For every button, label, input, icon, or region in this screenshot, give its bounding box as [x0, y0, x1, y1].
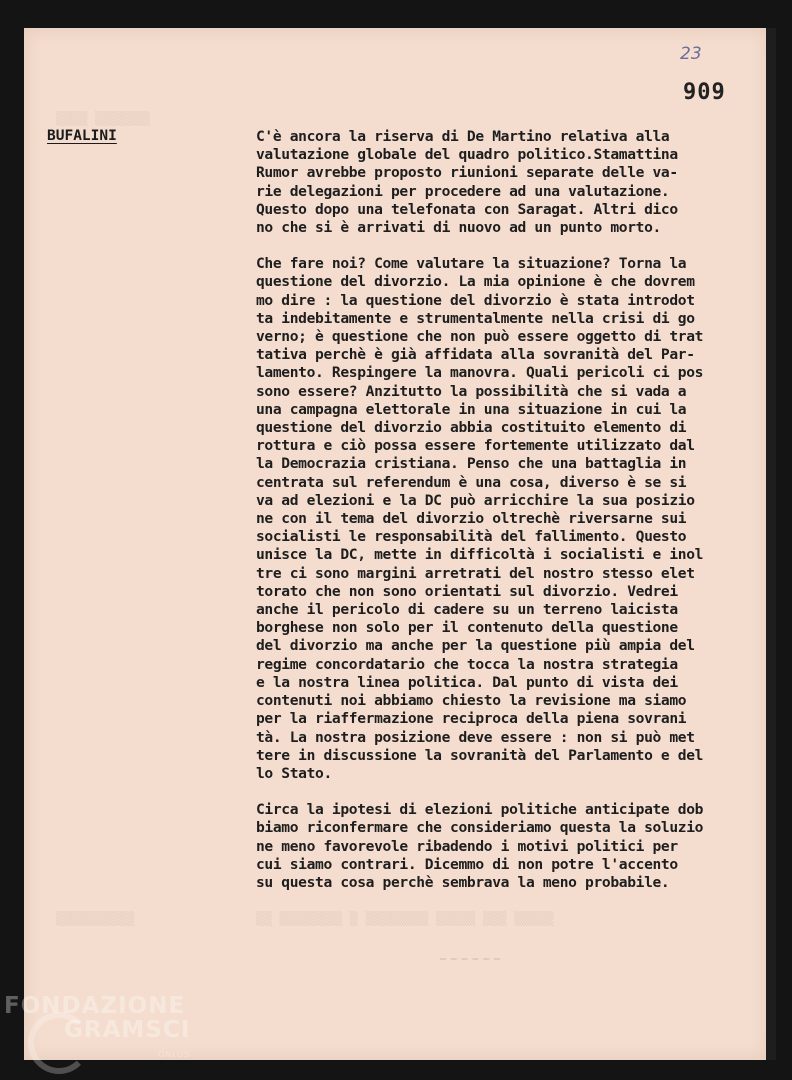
watermark [4, 994, 190, 1042]
speaker-name: BUFALINI [47, 128, 117, 144]
watermark-line1: FONDAZIONE [4, 993, 186, 1019]
archive-number: 23 [680, 44, 702, 64]
paragraph-3: Circa la ipotesi di elezioni politiche anticipate dob biamo riconfermare che consideriamo questa la soluzio ne meno favorevole ribadendo i motivi politici per cui siamo contrari. Dicemmo di non potre l'accento su questa cosa perchè sembrava la meno probabile. [256, 801, 704, 891]
speech-body [256, 128, 756, 910]
bleed-through-text: ▒▒▒▒ ▒▒▒▒▒▒▒ [56, 112, 150, 127]
bleed-through-dash [440, 958, 500, 960]
watermark-line2: GRAMSCI [64, 1017, 191, 1043]
paragraph-1: C'è ancora la riserva di De Martino relativa alla valutazione globale del quadro politico.Stamattina Rumor avrebbe proposto riunioni separate delle va- rie delegazioni per procedere ad una valutazione. Questo dopo una telefonata con Saragat. Altri dico no che si è arrivati di nuovo ad un punto morto. [256, 128, 678, 237]
bleed-through-text: ▒▒▒▒▒▒▒▒▒▒ [56, 912, 135, 927]
page-shadow-edge [766, 28, 776, 1060]
page-number: 909 [683, 80, 726, 105]
paragraph-2: Che fare noi? Come valutare la situazione? Torna la questione del divorzio. La mia opinione è che dovrem mo dire : la questione del divorzio è stata introdot ta indebitamente e strumentalmente nella crisi di go verno; è questione che non può essere oggetto di trat tativa perchè è già affidata alla sovranità del Par- lamento. Respingere la manovra. Quali pericoli ci pos sono essere? Anzitutto la possibilità che si vada a una campagna elettorale in una situazione in cui la questione del divorzio abbia costituito elemento di rottura e ciò possa essere fortemente utilizzato dal la Democrazia cristiana. Penso che una battaglia in centrata sul referendum è una cosa, diverso è se si va ad elezioni e la DC può arricchire la sua posizio ne con il tema del divorzio oltrechè riversarne sui socialisti le responsabilità del fallimento. Questo unisce la DC, mette in difficoltà i socialisti e inol tre ci sono margini arretrati del nostro stesso elet torato che non sono orientati sul divorzio. Vedrei anche il pericolo di cadere su un terreno laicista borghese non solo per il contenuto della questione del divorzio ma anche per la questione più ampia del regime concordatario che tocca la nostra strategia e la nostra linea politica. Dal punto di vista dei contenuti noi abbiamo chiesto la revisione ma siamo per la riaffermazione reciproca della piena sovrani tà. La nostra posizione deve essere : non si può met tere in discussione la sovranità del Parlamento e del lo Stato. [256, 255, 704, 782]
watermark-sub: ONLUS [158, 1050, 191, 1059]
bleed-through-text: ▒▒ ▒▒▒▒▒▒▒▒ ▒ ▒▒▒▒▒▒▒▒ ▒▒▒▒▒ ▒▒▒ ▒▒▒▒▒ [256, 912, 554, 927]
